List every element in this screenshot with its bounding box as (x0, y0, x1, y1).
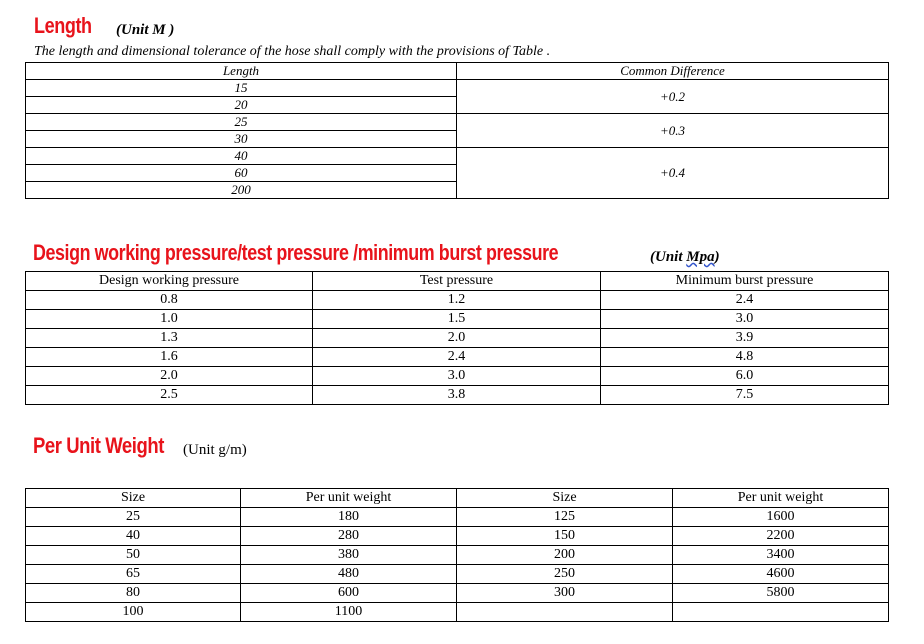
weight-cell: 180 (241, 508, 457, 527)
weight-cell: 3400 (673, 546, 889, 565)
length-cell: 15 (26, 80, 457, 97)
length-cell: 60 (26, 165, 457, 182)
weight-cell: 4600 (673, 565, 889, 584)
weight-cell: 40 (26, 527, 241, 546)
pressure-cell: 2.0 (313, 329, 601, 348)
pressure-cell: 1.0 (26, 310, 313, 329)
pressure-unit (650, 249, 720, 266)
weight-table (25, 488, 889, 622)
pressure-cell: 4.8 (601, 348, 889, 367)
pressure-cell: 0.8 (26, 291, 313, 310)
weight-cell: 380 (241, 546, 457, 565)
pressure-header: Design working pressure (26, 272, 313, 291)
pressure-cell: 3.0 (601, 310, 889, 329)
weight-cell (673, 603, 889, 622)
weight-cell: 150 (457, 527, 673, 546)
weight-header: Size (26, 489, 241, 508)
weight-cell: 125 (457, 508, 673, 527)
pressure-cell: 2.5 (26, 386, 313, 405)
pressure-cell: 2.4 (313, 348, 601, 367)
weight-cell: 65 (26, 565, 241, 584)
pressure-cell: 3.8 (313, 386, 601, 405)
weight-header: Per unit weight (673, 489, 889, 508)
length-cell: 20 (26, 97, 457, 114)
pressure-cell: 3.0 (313, 367, 601, 386)
pressure-cell: 2.0 (26, 367, 313, 386)
weight-cell: 2200 (673, 527, 889, 546)
pressure-cell: 7.5 (601, 386, 889, 405)
length-unit: (Unit M ) (116, 22, 175, 38)
pressure-cell: 3.9 (601, 329, 889, 348)
length-table (25, 62, 889, 199)
weight-cell: 200 (457, 546, 673, 565)
pressure-cell: 2.4 (601, 291, 889, 310)
tolerance-cell: +0.4 (457, 148, 889, 199)
length-cell: 200 (26, 182, 457, 199)
weight-heading: Per Unit Weight (33, 433, 164, 458)
pressure-cell: 1.3 (26, 329, 313, 348)
pressure-header: Test pressure (313, 272, 601, 291)
weight-cell: 480 (241, 565, 457, 584)
weight-header: Per unit weight (241, 489, 457, 508)
pressure-unit-word: Mpa (686, 249, 715, 265)
weight-cell: 600 (241, 584, 457, 603)
weight-cell: 25 (26, 508, 241, 527)
difference-header: Common Difference (457, 63, 889, 80)
weight-cell: 250 (457, 565, 673, 584)
tolerance-cell: +0.2 (457, 80, 889, 114)
pressure-unit-suffix: ) (714, 249, 720, 265)
weight-header: Size (457, 489, 673, 508)
tolerance-cell: +0.3 (457, 114, 889, 148)
length-cell: 30 (26, 131, 457, 148)
weight-cell: 80 (26, 584, 241, 603)
weight-cell: 1600 (673, 508, 889, 527)
weight-cell: 5800 (673, 584, 889, 603)
weight-unit: (Unit g/m) (183, 442, 247, 458)
pressure-cell: 1.6 (26, 348, 313, 367)
weight-cell: 100 (26, 603, 241, 622)
weight-cell (457, 603, 673, 622)
weight-cell: 1100 (241, 603, 457, 622)
length-cell: 25 (26, 114, 457, 131)
pressure-heading: Design working pressure/test pressure /minimum burst pressure (33, 240, 559, 265)
pressure-cell: 6.0 (601, 367, 889, 386)
pressure-cell: 1.2 (313, 291, 601, 310)
pressure-unit-prefix: (Unit (650, 249, 687, 265)
pressure-cell: 1.5 (313, 310, 601, 329)
length-intro: The length and dimensional tolerance of the hose shall comply with the provisions of Table . (34, 44, 551, 59)
length-header: Length (26, 63, 457, 80)
pressure-table (25, 271, 889, 405)
weight-cell: 280 (241, 527, 457, 546)
weight-cell: 50 (26, 546, 241, 565)
length-cell: 40 (26, 148, 457, 165)
weight-cell: 300 (457, 584, 673, 603)
length-heading: Length (34, 13, 92, 38)
pressure-header: Minimum burst pressure (601, 272, 889, 291)
